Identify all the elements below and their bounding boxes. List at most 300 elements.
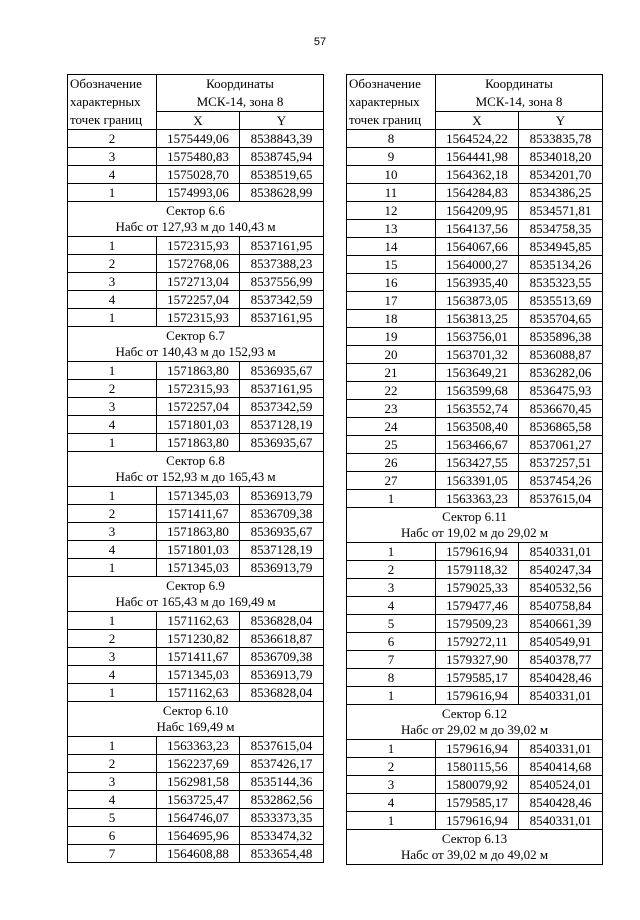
point-number-cell: 3	[68, 398, 157, 416]
table-row	[347, 687, 603, 705]
y-coordinate-cell: 8536828,04	[240, 684, 324, 702]
y-coordinate-cell: 8536913,79	[240, 666, 324, 684]
header-y: Y	[519, 112, 603, 130]
table-row	[68, 755, 324, 773]
table-row	[68, 845, 324, 863]
sector-range: Набс от 39,02 м до 49,02 м	[400, 847, 549, 862]
point-number-cell: 2	[68, 130, 157, 148]
sector-heading	[347, 508, 603, 543]
point-number-cell: 21	[347, 364, 436, 382]
x-coordinate-cell: 1563363,23	[436, 490, 519, 508]
table-row	[68, 827, 324, 845]
table-row	[347, 310, 603, 328]
table-row	[68, 791, 324, 809]
sector-range: Набс 169,49 м	[156, 719, 235, 734]
y-coordinate-cell: 8540428,46	[519, 669, 603, 687]
x-coordinate-cell: 1564209,95	[436, 202, 519, 220]
x-coordinate-cell: 1564746,07	[157, 809, 240, 827]
point-number-cell: 16	[347, 274, 436, 292]
point-number-cell: 1	[68, 362, 157, 380]
y-coordinate-cell: 8535144,36	[240, 773, 324, 791]
x-coordinate-cell: 1579509,23	[436, 615, 519, 633]
point-number-cell: 5	[68, 809, 157, 827]
table-row	[347, 418, 603, 436]
table-row	[68, 487, 324, 505]
sector-range: Набс от 165,43 м до 169,49 м	[115, 594, 276, 609]
point-number-cell: 7	[68, 845, 157, 863]
point-number-cell: 4	[68, 666, 157, 684]
x-coordinate-cell: 1580115,56	[436, 758, 519, 776]
header-designation-line: Обозначение	[349, 76, 421, 91]
y-coordinate-cell: 8536709,38	[240, 505, 324, 523]
table-row	[347, 400, 603, 418]
point-number-cell: 4	[68, 541, 157, 559]
table-row	[68, 237, 324, 255]
x-coordinate-cell: 1563935,40	[436, 274, 519, 292]
table-row	[347, 669, 603, 687]
point-number-cell: 4	[347, 597, 436, 615]
table-row	[68, 809, 324, 827]
x-coordinate-cell: 1571863,80	[157, 362, 240, 380]
y-coordinate-cell: 8537128,19	[240, 416, 324, 434]
table-row	[68, 505, 324, 523]
sector-heading	[68, 702, 324, 737]
point-number-cell: 19	[347, 328, 436, 346]
y-coordinate-cell: 8540247,34	[519, 561, 603, 579]
point-number-cell: 2	[68, 380, 157, 398]
x-coordinate-cell: 1564608,88	[157, 845, 240, 863]
point-number-cell: 26	[347, 454, 436, 472]
table-row	[347, 472, 603, 490]
point-number-cell: 18	[347, 310, 436, 328]
x-coordinate-cell: 1571345,03	[157, 559, 240, 577]
x-coordinate-cell: 1571801,03	[157, 541, 240, 559]
x-coordinate-cell: 1571162,63	[157, 612, 240, 630]
y-coordinate-cell: 8536088,87	[519, 346, 603, 364]
point-number-cell: 2	[68, 755, 157, 773]
point-number-cell: 6	[347, 633, 436, 651]
x-coordinate-cell: 1563756,01	[436, 328, 519, 346]
y-coordinate-cell: 8537061,27	[519, 436, 603, 454]
table-row	[347, 130, 603, 148]
x-coordinate-cell: 1563508,40	[436, 418, 519, 436]
table-row	[68, 773, 324, 791]
sector-range: Набс от 19,02 м до 29,02 м	[400, 525, 549, 540]
table-row	[347, 490, 603, 508]
table-row	[68, 416, 324, 434]
point-number-cell: 1	[68, 184, 157, 202]
table-row	[68, 255, 324, 273]
point-number-cell: 3	[68, 648, 157, 666]
sector-heading	[68, 327, 324, 362]
x-coordinate-cell: 1571411,67	[157, 505, 240, 523]
x-coordinate-cell: 1580079,92	[436, 776, 519, 794]
header-coordinates-line: Координаты	[206, 76, 274, 91]
y-coordinate-cell: 8532862,56	[240, 791, 324, 809]
point-number-cell: 27	[347, 472, 436, 490]
x-coordinate-cell: 1563466,67	[436, 436, 519, 454]
x-coordinate-cell: 1579118,32	[436, 561, 519, 579]
y-coordinate-cell: 8537342,59	[240, 398, 324, 416]
point-number-cell: 20	[347, 346, 436, 364]
y-coordinate-cell: 8538843,39	[240, 130, 324, 148]
table-row	[68, 273, 324, 291]
y-coordinate-cell: 8536913,79	[240, 559, 324, 577]
table-row	[347, 328, 603, 346]
table-row	[68, 184, 324, 202]
table-row	[347, 776, 603, 794]
x-coordinate-cell: 1575480,83	[157, 148, 240, 166]
point-number-cell: 8	[347, 669, 436, 687]
sector-row	[347, 705, 603, 740]
y-coordinate-cell: 8540758,84	[519, 597, 603, 615]
sector-title: Сектор 6.9	[166, 578, 225, 593]
y-coordinate-cell: 8534571,81	[519, 202, 603, 220]
y-coordinate-cell: 8538745,94	[240, 148, 324, 166]
table-row	[68, 148, 324, 166]
x-coordinate-cell: 1562981,58	[157, 773, 240, 791]
x-coordinate-cell: 1564137,56	[436, 220, 519, 238]
table-row	[68, 666, 324, 684]
y-coordinate-cell: 8540661,39	[519, 615, 603, 633]
table-row	[68, 380, 324, 398]
header-designation	[68, 75, 157, 130]
sector-title: Сектор 6.8	[166, 453, 225, 468]
y-coordinate-cell: 8534945,85	[519, 238, 603, 256]
x-coordinate-cell: 1563649,21	[436, 364, 519, 382]
coordinates-table-left	[67, 74, 324, 863]
y-coordinate-cell: 8534201,70	[519, 166, 603, 184]
point-number-cell: 1	[347, 740, 436, 758]
y-coordinate-cell: 8537615,04	[240, 737, 324, 755]
sector-heading	[347, 705, 603, 740]
table-row	[347, 202, 603, 220]
point-number-cell: 4	[68, 791, 157, 809]
x-coordinate-cell: 1579585,17	[436, 669, 519, 687]
point-number-cell: 2	[68, 255, 157, 273]
table-row	[347, 148, 603, 166]
point-number-cell: 1	[68, 434, 157, 452]
point-number-cell: 1	[68, 684, 157, 702]
x-coordinate-cell: 1564000,27	[436, 256, 519, 274]
x-coordinate-cell: 1564067,66	[436, 238, 519, 256]
x-coordinate-cell: 1563363,23	[157, 737, 240, 755]
y-coordinate-cell: 8537615,04	[519, 490, 603, 508]
table-row	[347, 436, 603, 454]
y-coordinate-cell: 8537161,95	[240, 309, 324, 327]
point-number-cell: 7	[347, 651, 436, 669]
point-number-cell: 3	[347, 579, 436, 597]
x-coordinate-cell: 1572315,93	[157, 380, 240, 398]
table-row	[68, 362, 324, 380]
point-number-cell: 8	[347, 130, 436, 148]
x-coordinate-cell: 1562237,69	[157, 755, 240, 773]
table-row	[68, 684, 324, 702]
y-coordinate-cell: 8536709,38	[240, 648, 324, 666]
y-coordinate-cell: 8533654,48	[240, 845, 324, 863]
table-row	[347, 292, 603, 310]
y-coordinate-cell: 8536475,93	[519, 382, 603, 400]
y-coordinate-cell: 8535704,65	[519, 310, 603, 328]
sector-row	[68, 452, 324, 487]
y-coordinate-cell: 8536865,58	[519, 418, 603, 436]
x-coordinate-cell: 1564441,98	[436, 148, 519, 166]
table-row	[347, 561, 603, 579]
x-coordinate-cell: 1579616,94	[436, 543, 519, 561]
x-coordinate-cell: 1571345,03	[157, 666, 240, 684]
y-coordinate-cell: 8534386,25	[519, 184, 603, 202]
sector-heading	[68, 452, 324, 487]
y-coordinate-cell: 8537161,95	[240, 237, 324, 255]
y-coordinate-cell: 8537161,95	[240, 380, 324, 398]
table-row	[68, 434, 324, 452]
x-coordinate-cell: 1563701,32	[436, 346, 519, 364]
y-coordinate-cell: 8537556,99	[240, 273, 324, 291]
point-number-cell: 2	[68, 630, 157, 648]
point-number-cell: 1	[347, 490, 436, 508]
table-row	[68, 166, 324, 184]
y-coordinate-cell: 8536935,67	[240, 434, 324, 452]
point-number-cell: 3	[68, 773, 157, 791]
table-row	[347, 794, 603, 812]
sector-range: Набс от 152,93 м до 165,43 м	[115, 469, 276, 484]
table-row	[347, 166, 603, 184]
y-coordinate-cell: 8536913,79	[240, 487, 324, 505]
x-coordinate-cell: 1563391,05	[436, 472, 519, 490]
point-number-cell: 4	[68, 416, 157, 434]
y-coordinate-cell: 8540549,91	[519, 633, 603, 651]
point-number-cell: 2	[68, 505, 157, 523]
sector-title: Сектор 6.6	[166, 203, 225, 218]
point-number-cell: 6	[68, 827, 157, 845]
x-coordinate-cell: 1579616,94	[436, 687, 519, 705]
point-number-cell: 12	[347, 202, 436, 220]
table-row	[68, 630, 324, 648]
header-coordinates-line: МСК-14, зона 8	[196, 94, 284, 109]
point-number-cell: 10	[347, 166, 436, 184]
y-coordinate-cell: 8540378,77	[519, 651, 603, 669]
x-coordinate-cell: 1579477,46	[436, 597, 519, 615]
sector-range: Набс от 140,43 м до 152,93 м	[115, 344, 276, 359]
table-row	[347, 615, 603, 633]
table-row	[347, 382, 603, 400]
point-number-cell: 3	[347, 776, 436, 794]
table-row	[68, 559, 324, 577]
x-coordinate-cell: 1564695,96	[157, 827, 240, 845]
y-coordinate-cell: 8540414,68	[519, 758, 603, 776]
y-coordinate-cell: 8535134,26	[519, 256, 603, 274]
y-coordinate-cell: 8537342,59	[240, 291, 324, 309]
sector-range: Набс от 127,93 м до 140,43 м	[115, 219, 276, 234]
table-row	[347, 184, 603, 202]
point-number-cell: 1	[68, 309, 157, 327]
y-coordinate-cell: 8537426,17	[240, 755, 324, 773]
point-number-cell: 22	[347, 382, 436, 400]
sector-title: Сектор 6.7	[166, 328, 225, 343]
y-coordinate-cell: 8538519,65	[240, 166, 324, 184]
table-row	[347, 651, 603, 669]
x-coordinate-cell: 1575449,06	[157, 130, 240, 148]
point-number-cell: 13	[347, 220, 436, 238]
point-number-cell: 3	[68, 523, 157, 541]
point-number-cell: 1	[68, 487, 157, 505]
y-coordinate-cell: 8538628,99	[240, 184, 324, 202]
y-coordinate-cell: 8540532,56	[519, 579, 603, 597]
x-coordinate-cell: 1572315,93	[157, 309, 240, 327]
table-row	[68, 309, 324, 327]
table-row	[347, 238, 603, 256]
sector-title: Сектор 6.10	[162, 703, 229, 718]
point-number-cell: 3	[68, 273, 157, 291]
x-coordinate-cell: 1571230,82	[157, 630, 240, 648]
y-coordinate-cell: 8537257,51	[519, 454, 603, 472]
y-coordinate-cell: 8536670,45	[519, 400, 603, 418]
y-coordinate-cell: 8533835,78	[519, 130, 603, 148]
table-row	[347, 274, 603, 292]
y-coordinate-cell: 8535513,69	[519, 292, 603, 310]
table-row	[68, 291, 324, 309]
sector-row	[347, 508, 603, 543]
x-coordinate-cell: 1579272,11	[436, 633, 519, 651]
x-coordinate-cell: 1579616,94	[436, 740, 519, 758]
x-coordinate-cell: 1571863,80	[157, 523, 240, 541]
point-number-cell: 1	[68, 737, 157, 755]
point-number-cell: 17	[347, 292, 436, 310]
y-coordinate-cell: 8540331,01	[519, 812, 603, 830]
point-number-cell: 24	[347, 418, 436, 436]
header-y: Y	[240, 112, 324, 130]
x-coordinate-cell: 1579327,90	[436, 651, 519, 669]
header-designation-line: точек границ	[70, 112, 143, 127]
x-coordinate-cell: 1564524,22	[436, 130, 519, 148]
table-row	[68, 612, 324, 630]
x-coordinate-cell: 1563725,47	[157, 791, 240, 809]
table-row	[347, 597, 603, 615]
x-coordinate-cell: 1563873,05	[436, 292, 519, 310]
table-row	[347, 364, 603, 382]
x-coordinate-cell: 1575028,70	[157, 166, 240, 184]
header-x: X	[436, 112, 519, 130]
sector-row	[347, 830, 603, 865]
x-coordinate-cell: 1563813,25	[436, 310, 519, 328]
header-designation-line: характерных	[349, 94, 420, 109]
x-coordinate-cell: 1572257,04	[157, 291, 240, 309]
y-coordinate-cell: 8540524,01	[519, 776, 603, 794]
point-number-cell: 4	[68, 291, 157, 309]
header-designation	[347, 75, 436, 130]
header-coordinates	[436, 75, 603, 112]
x-coordinate-cell: 1563427,55	[436, 454, 519, 472]
table-row	[68, 541, 324, 559]
x-coordinate-cell: 1571345,03	[157, 487, 240, 505]
y-coordinate-cell: 8534758,35	[519, 220, 603, 238]
point-number-cell: 1	[68, 559, 157, 577]
point-number-cell: 23	[347, 400, 436, 418]
point-number-cell: 1	[347, 812, 436, 830]
point-number-cell: 14	[347, 238, 436, 256]
point-number-cell: 9	[347, 148, 436, 166]
header-designation-line: Обозначение	[70, 76, 142, 91]
point-number-cell: 11	[347, 184, 436, 202]
table-row	[68, 523, 324, 541]
x-coordinate-cell: 1571801,03	[157, 416, 240, 434]
y-coordinate-cell: 8535323,55	[519, 274, 603, 292]
x-coordinate-cell: 1571863,80	[157, 434, 240, 452]
x-coordinate-cell: 1579025,33	[436, 579, 519, 597]
y-coordinate-cell: 8536935,67	[240, 362, 324, 380]
sector-row	[68, 702, 324, 737]
y-coordinate-cell: 8536618,87	[240, 630, 324, 648]
x-coordinate-cell: 1574993,06	[157, 184, 240, 202]
point-number-cell: 2	[347, 758, 436, 776]
header-coordinates	[157, 75, 324, 112]
point-number-cell: 15	[347, 256, 436, 274]
sector-title: Сектор 6.12	[441, 706, 508, 721]
sector-heading	[347, 830, 603, 865]
y-coordinate-cell: 8537388,23	[240, 255, 324, 273]
y-coordinate-cell: 8537454,26	[519, 472, 603, 490]
table-row	[68, 648, 324, 666]
table-row	[347, 454, 603, 472]
x-coordinate-cell: 1572315,93	[157, 237, 240, 255]
table-row	[68, 737, 324, 755]
point-number-cell: 4	[347, 794, 436, 812]
y-coordinate-cell: 8540331,01	[519, 740, 603, 758]
point-number-cell: 1	[68, 237, 157, 255]
y-coordinate-cell: 8536282,06	[519, 364, 603, 382]
y-coordinate-cell: 8540331,01	[519, 687, 603, 705]
page-number: 57	[313, 36, 327, 48]
y-coordinate-cell: 8540331,01	[519, 543, 603, 561]
point-number-cell: 2	[347, 561, 436, 579]
table-row	[347, 758, 603, 776]
point-number-cell: 4	[68, 166, 157, 184]
header-designation-line: точек границ	[349, 112, 422, 127]
y-coordinate-cell: 8534018,20	[519, 148, 603, 166]
sector-range: Набс от 29,02 м до 39,02 м	[400, 722, 549, 737]
sector-row	[68, 327, 324, 362]
point-number-cell: 1	[347, 687, 436, 705]
point-number-cell: 25	[347, 436, 436, 454]
x-coordinate-cell: 1563599,68	[436, 382, 519, 400]
sector-title: Сектор 6.11	[442, 509, 507, 524]
table-row	[68, 398, 324, 416]
y-coordinate-cell: 8536935,67	[240, 523, 324, 541]
x-coordinate-cell: 1571162,63	[157, 684, 240, 702]
table-row	[347, 346, 603, 364]
y-coordinate-cell: 8533474,32	[240, 827, 324, 845]
y-coordinate-cell: 8537128,19	[240, 541, 324, 559]
sector-heading	[68, 202, 324, 237]
sector-row	[68, 202, 324, 237]
x-coordinate-cell: 1572713,04	[157, 273, 240, 291]
sector-row	[68, 577, 324, 612]
table-row	[347, 256, 603, 274]
header-designation-line: характерных	[70, 94, 141, 109]
point-number-cell: 5	[347, 615, 436, 633]
x-coordinate-cell: 1579616,94	[436, 812, 519, 830]
coordinates-table-right	[346, 74, 603, 865]
header-coordinates-line: МСК-14, зона 8	[475, 94, 563, 109]
table-row	[347, 220, 603, 238]
table-row	[347, 633, 603, 651]
point-number-cell: 3	[68, 148, 157, 166]
x-coordinate-cell: 1572257,04	[157, 398, 240, 416]
x-coordinate-cell: 1564284,83	[436, 184, 519, 202]
x-coordinate-cell: 1564362,18	[436, 166, 519, 184]
table-row	[347, 740, 603, 758]
x-coordinate-cell: 1563552,74	[436, 400, 519, 418]
